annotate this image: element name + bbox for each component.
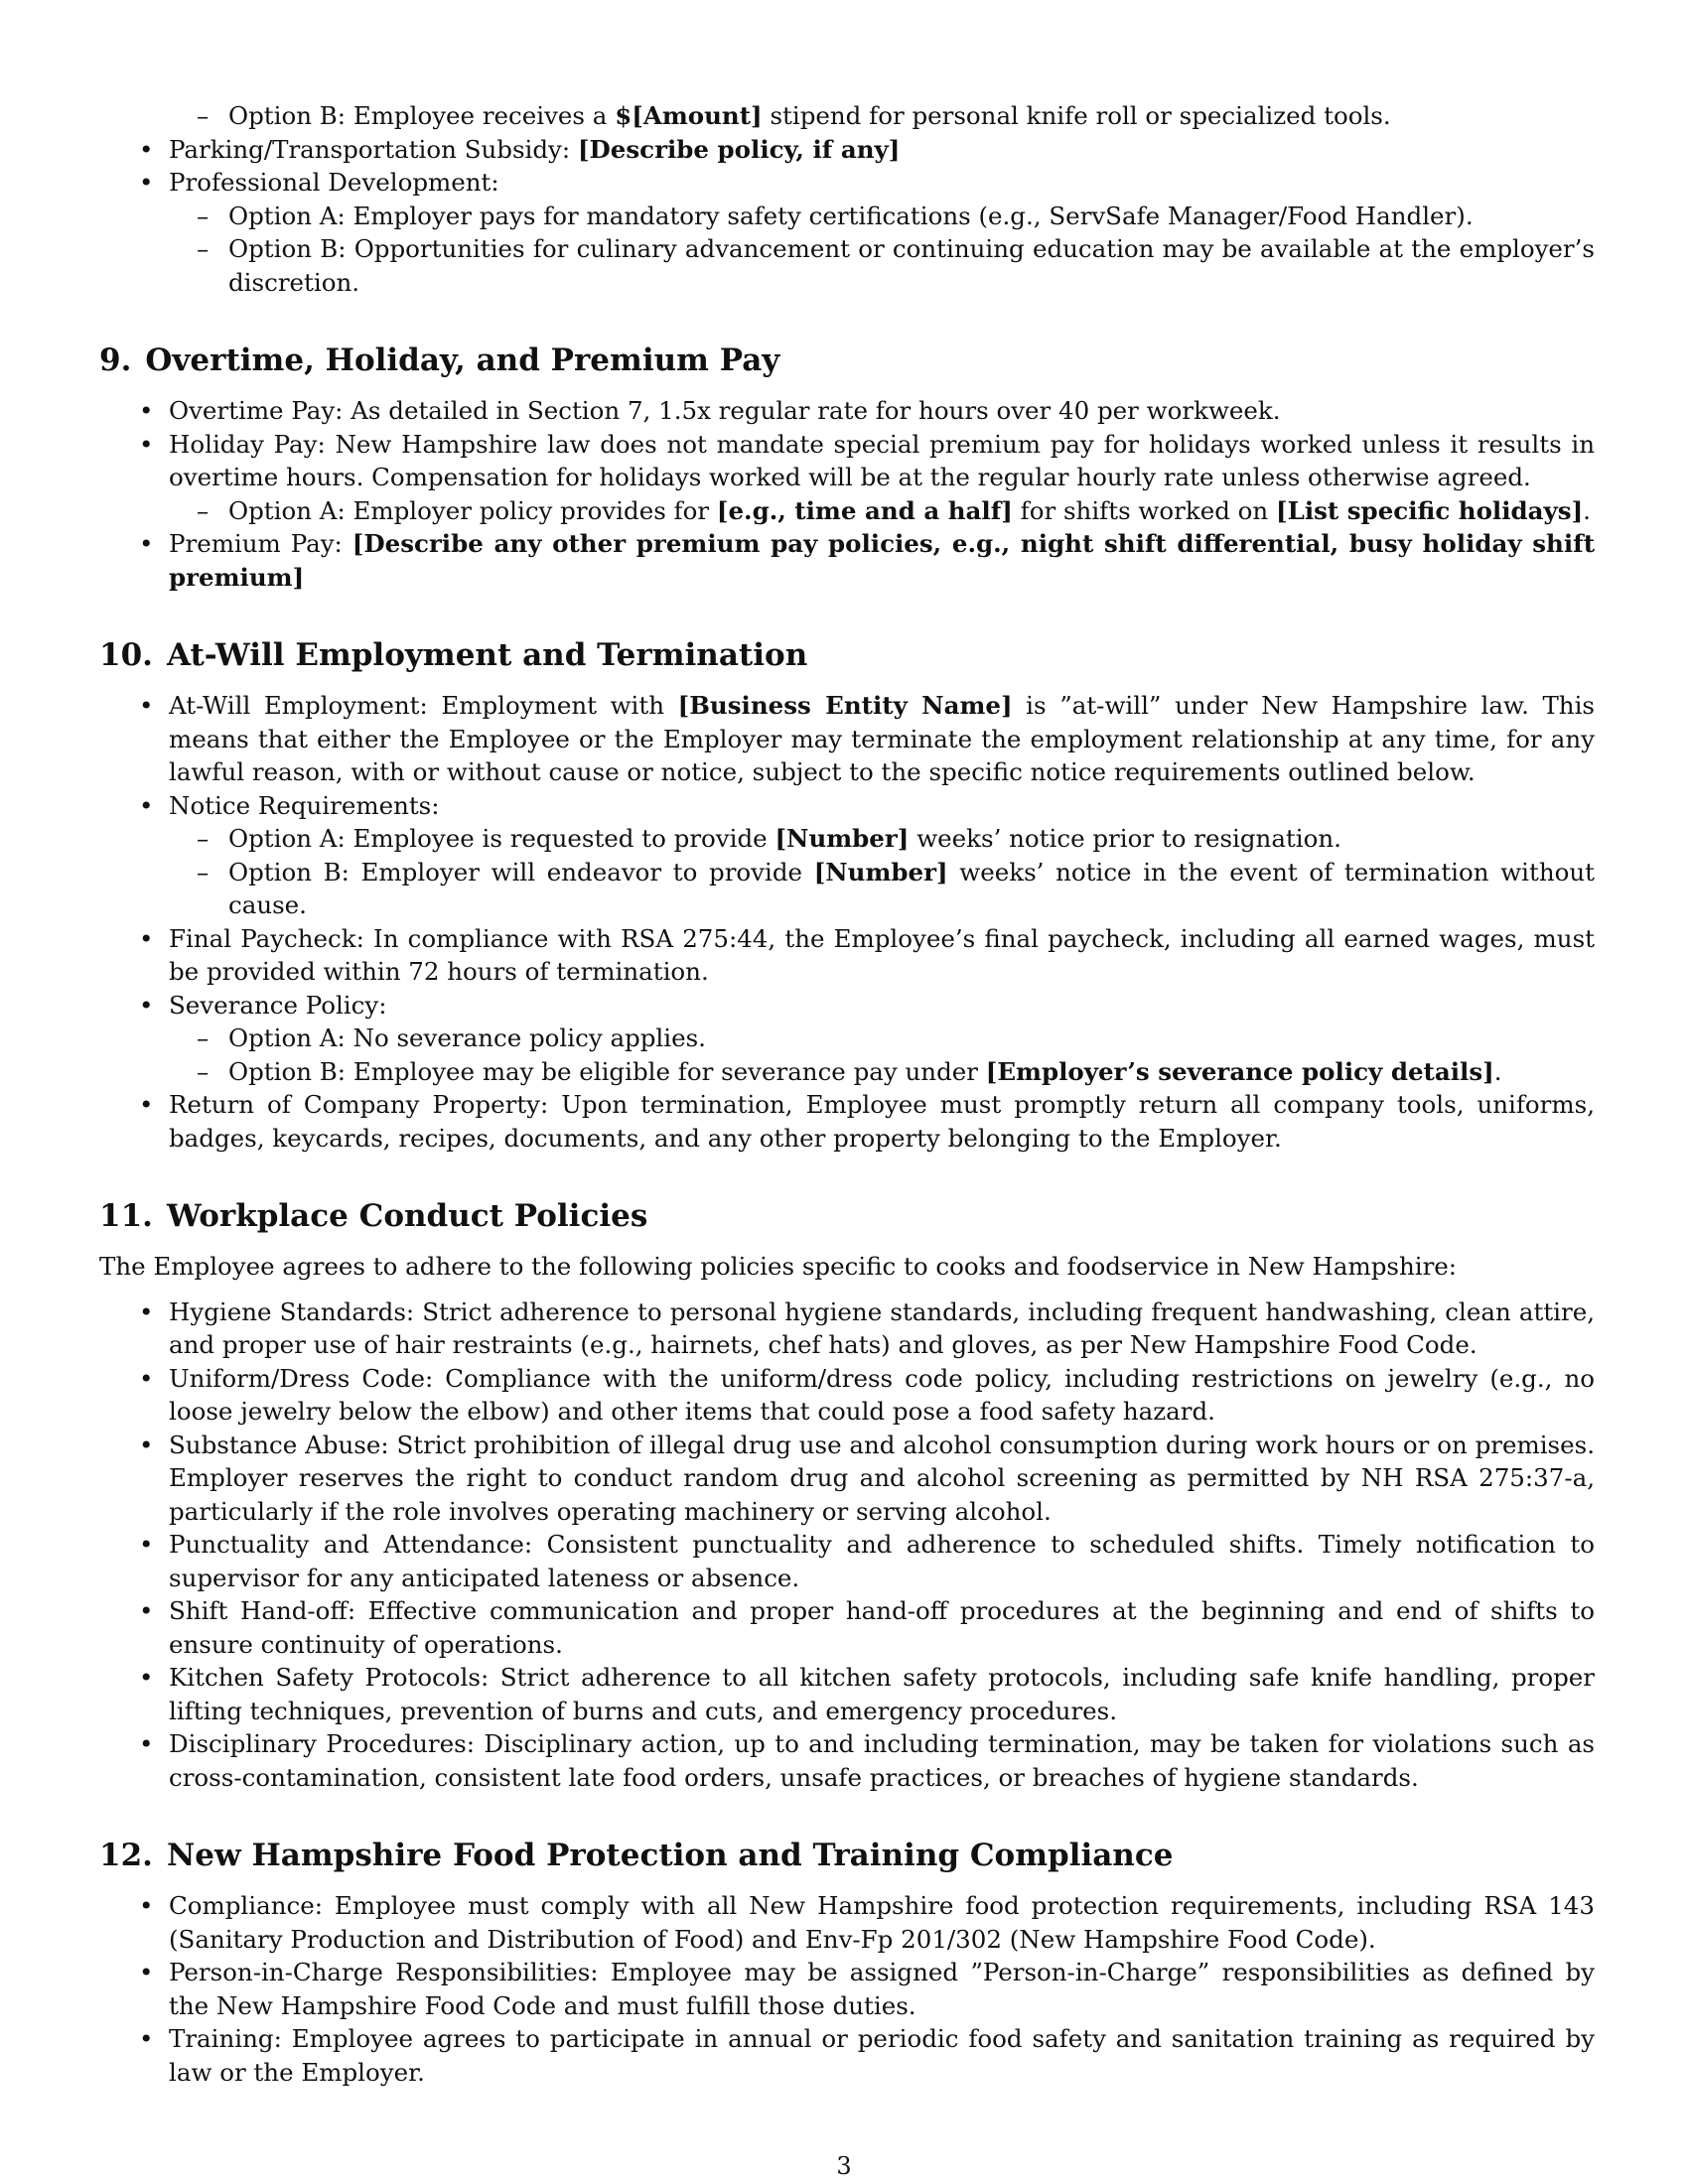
professional-development: • Professional Development:: [99, 166, 1595, 200]
section-11-heading: 11. Workplace Conduct Policies: [99, 1198, 648, 1234]
list-item: • Disciplinary Procedures: Disciplinary action, up to and including termination, may be taken for violations such as cross-contamination, consistent late food orders, unsafe practices, or breaches of hygiene standards.: [99, 1727, 1595, 1794]
section-10-list: [99, 689, 1595, 1155]
severance-option-b: – Option B: Employee may be eligible for severance pay under [Employer’s severance policy details].: [99, 1055, 1595, 1089]
return-property: • Return of Company Property: Upon termination, Employee must promptly return all company tools, uniforms, badges, keycards, recipes, documents, and any other property belonging to the Employer.: [99, 1088, 1595, 1155]
list-item: • Uniform/Dress Code: Compliance with the uniform/dress code policy, including restrictions on jewelry (e.g., no loose jewelry below the elbow) and other items that could pose a food safety hazard.: [99, 1362, 1595, 1429]
notice-option-a: – Option A: Employee is requested to provide [Number] weeks’ notice prior to resignation.: [99, 822, 1595, 856]
list-item: • Hygiene Standards: Strict adherence to personal hygiene standards, including frequent handwashing, clean attire, and proper use of hair restraints (e.g., hairnets, chef hats) and gloves, as per New Hampshire Food Code.: [99, 1296, 1595, 1362]
section-12-list: [99, 1889, 1595, 2089]
severance-option-a: – Option A: No severance policy applies.: [99, 1022, 1595, 1055]
document-page: [99, 99, 1595, 2089]
option-b-tools: – Option B: Employee receives a $[Amount] stipend for personal knife roll or specialized tools.: [99, 99, 1595, 133]
list-item: • Punctuality and Attendance: Consistent punctuality and adherence to scheduled shifts. Timely notification to supervisor for any anticipated lateness or absence.: [99, 1528, 1595, 1594]
list-item: • Shift Hand-off: Effective communication and proper hand-off procedures at the beginning and end of shifts to ensure continuity of operations.: [99, 1594, 1595, 1661]
notice-requirements: • Notice Requirements:: [99, 789, 1595, 823]
holiday-option-a: – Option A: Employer policy provides for [e.g., time and a half] for shifts worked on [List specific holidays].: [99, 494, 1595, 528]
prof-dev-option-b: – Option B: Opportunities for culinary advancement or continuing education may be available at the employer’s discretion.: [99, 232, 1595, 299]
prof-dev-option-a: – Option A: Employer pays for mandatory safety certifications (e.g., ServSafe Manager/Food Handler).: [99, 200, 1595, 233]
list-item: • Compliance: Employee must comply with all New Hampshire food protection requirements, including RSA 143 (Sanitary Production and Distribution of Food) and Env-Fp 201/302 (New Hampshire Food Code).: [99, 1889, 1595, 1956]
section-9-heading: 9. Overtime, Holiday, and Premium Pay: [99, 342, 780, 378]
holiday-pay: • Holiday Pay: New Hampshire law does not mandate special premium pay for holidays worked unless it results in overtime hours. Compensation for holidays worked will be at the regular hourly rate unless otherwise agreed.: [99, 428, 1595, 494]
list-item: • Training: Employee agrees to participate in annual or periodic food safety and sanitation training as required by law or the Employer.: [99, 2022, 1595, 2089]
section-12-heading: 12. New Hampshire Food Protection and Training Compliance: [99, 1838, 1174, 1873]
list-item: • Kitchen Safety Protocols: Strict adherence to all kitchen safety protocols, including safe knife handling, proper lifting techniques, prevention of burns and cuts, and emergency procedures.: [99, 1661, 1595, 1727]
overtime-pay: • Overtime Pay: As detailed in Section 7, 1.5x regular rate for hours over 40 per workweek.: [99, 394, 1595, 428]
parking-subsidy: • Parking/Transportation Subsidy: [Describe policy, if any]: [99, 133, 1595, 167]
at-will-employment: • At-Will Employment: Employment with [Business Entity Name] is ”at-will” under New Hampshire law. This means that either the Employee or the Employer may terminate the employment relationship at any time, for any lawful reason, with or without cause or notice, subject to the specific notice requirements outlined below.: [99, 689, 1595, 789]
section-11-intro: The Employee agrees to adhere to the following policies specific to cooks and foodservice in New Hampshire:: [99, 1252, 1458, 1281]
list-item: • Substance Abuse: Strict prohibition of illegal drug use and alcohol consumption during work hours or on premises. Employer reserves the right to conduct random drug and alcohol screening as permitted by NH RSA 275:37-a, particularly if the role involves operating machinery or serving alcohol.: [99, 1429, 1595, 1529]
section-11-list: [99, 1296, 1595, 1795]
notice-option-b: – Option B: Employer will endeavor to provide [Number] weeks’ notice in the event of termination without cause.: [99, 856, 1595, 922]
page-number: 3: [836, 2152, 852, 2180]
benefits-list-continued: [99, 99, 1595, 299]
final-paycheck: • Final Paycheck: In compliance with RSA 275:44, the Employee’s final paycheck, including all earned wages, must be provided within 72 hours of termination.: [99, 922, 1595, 989]
premium-pay: • Premium Pay: [Describe any other premium pay policies, e.g., night shift differential, busy holiday shift premium]: [99, 527, 1595, 594]
list-item: • Person-in-Charge Responsibilities: Employee may be assigned ”Person-in-Charge” responsibilities as defined by the New Hampshire Food Code and must fulfill those duties.: [99, 1956, 1595, 2022]
severance-policy: • Severance Policy:: [99, 989, 1595, 1023]
section-9-list: [99, 394, 1595, 594]
section-10-heading: 10. At-Will Employment and Termination: [99, 637, 808, 673]
